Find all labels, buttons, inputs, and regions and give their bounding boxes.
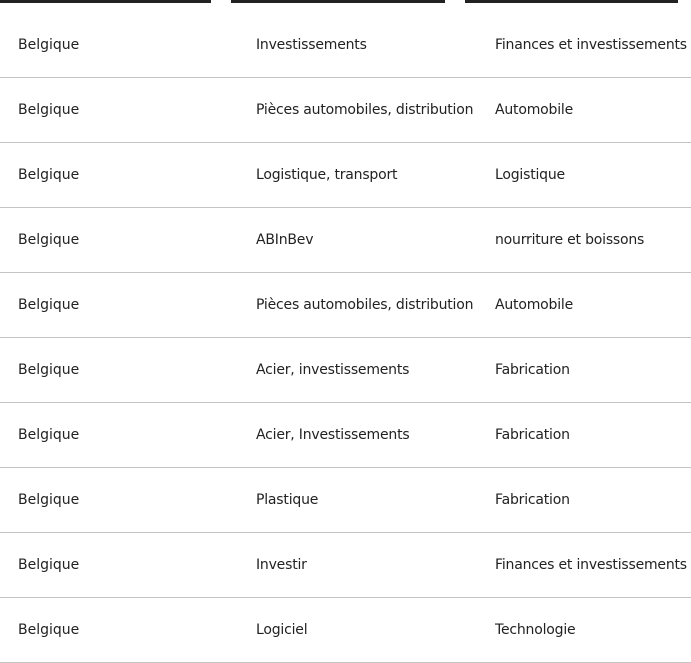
sector-cell: Fabrication xyxy=(495,427,570,443)
sector-cell: Finances et investissements xyxy=(495,37,687,53)
table-row xyxy=(0,78,691,143)
country-cell: Belgique xyxy=(18,102,80,118)
activity-cell: Investissements xyxy=(256,37,367,53)
activity-cell: Logistique, transport xyxy=(256,167,398,183)
sector-cell: Fabrication xyxy=(495,362,570,378)
country-cell: Belgique xyxy=(18,167,80,183)
activity-cell: Plastique xyxy=(256,492,319,508)
table-row xyxy=(0,13,691,78)
sector-cell: nourriture et boissons xyxy=(495,232,645,248)
activity-cell: Pièces automobiles, distribution xyxy=(256,102,474,118)
activity-cell: Investir xyxy=(256,557,307,573)
country-cell: Belgique xyxy=(18,622,80,638)
table-row xyxy=(0,403,691,468)
sector-cell: Technologie xyxy=(495,622,576,638)
sector-cell: Automobile xyxy=(495,102,573,118)
activity-cell: Pièces automobiles, distribution xyxy=(256,297,474,313)
activity-cell: Acier, Investissements xyxy=(256,427,410,443)
table-header xyxy=(0,0,691,3)
country-cell: Belgique xyxy=(18,232,80,248)
activity-cell: ABInBev xyxy=(256,232,314,248)
column-header-activity xyxy=(231,0,445,3)
table-row xyxy=(0,598,691,663)
sector-cell: Automobile xyxy=(495,297,573,313)
sector-cell: Fabrication xyxy=(495,492,570,508)
country-cell: Belgique xyxy=(18,297,80,313)
country-cell: Belgique xyxy=(18,362,80,378)
table-row xyxy=(0,468,691,533)
table-row xyxy=(0,533,691,598)
table-body xyxy=(0,13,691,663)
country-cell: Belgique xyxy=(18,557,80,573)
country-cell: Belgique xyxy=(18,37,80,53)
column-header-country xyxy=(0,0,211,3)
sector-cell: Finances et investissements xyxy=(495,557,687,573)
activity-cell: Acier, investissements xyxy=(256,362,410,378)
table-row xyxy=(0,273,691,338)
activity-cell: Logiciel xyxy=(256,622,308,638)
sector-cell: Logistique xyxy=(495,167,565,183)
table-row xyxy=(0,143,691,208)
table-row xyxy=(0,208,691,273)
country-cell: Belgique xyxy=(18,492,80,508)
column-header-sector xyxy=(465,0,678,3)
table-row xyxy=(0,338,691,403)
country-cell: Belgique xyxy=(18,427,80,443)
